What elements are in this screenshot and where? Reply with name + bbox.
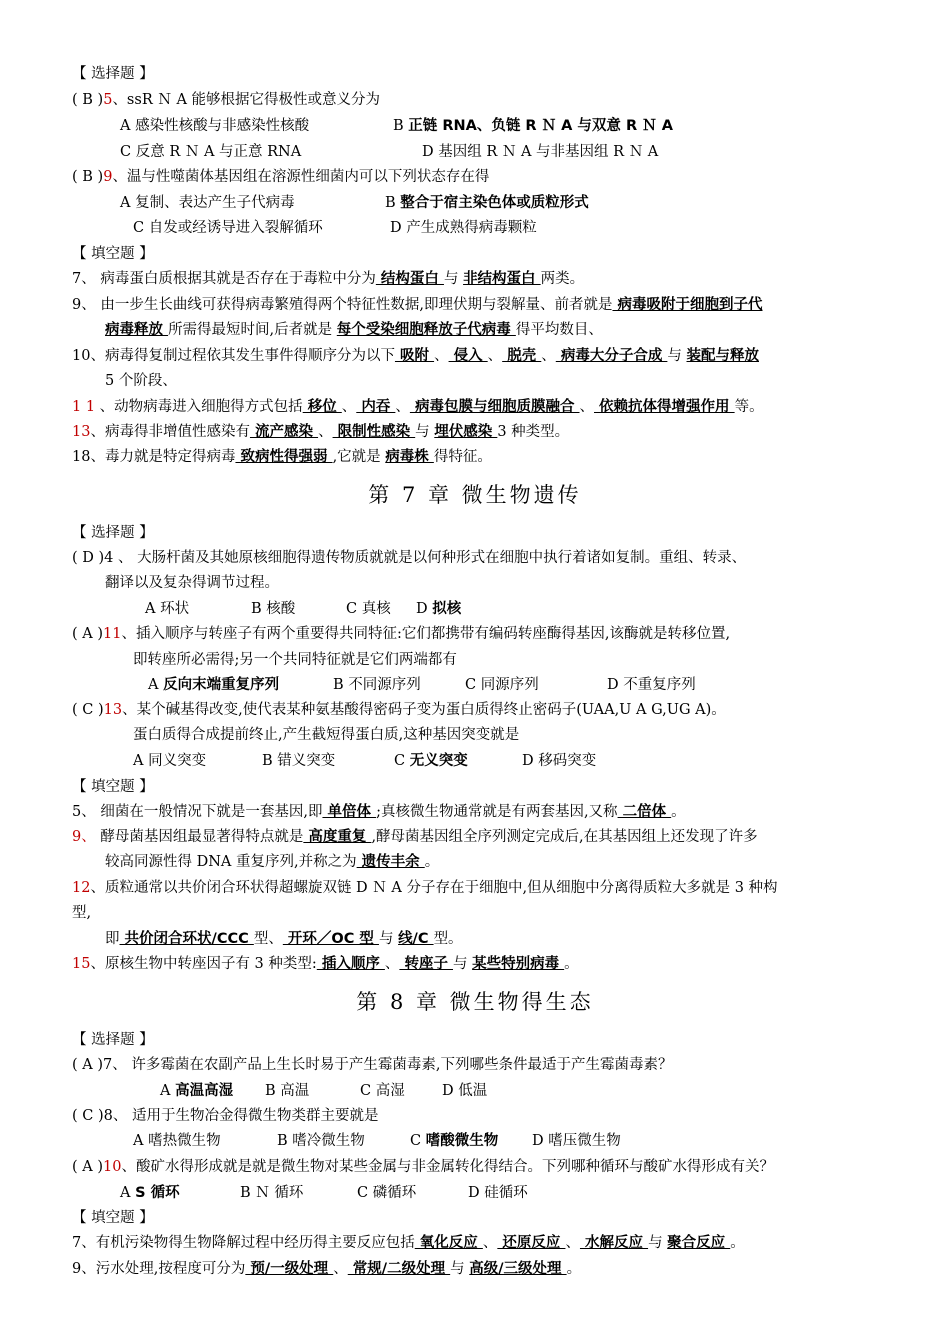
fill-5: 5、 细菌在一般情况下就是一套基因,即 单倍体 ;真核微生物通常就是有两套基因,又称 二倍体 。 bbox=[72, 804, 686, 820]
option-d: D 基因组 R Ｎ A 与非基因组 R Ｎ A bbox=[422, 144, 659, 160]
question-7: ( A )7、 许多霉菌在农副产品上生长时易于产生霉菌毒素,下列哪些条件最适于产生霉菌毒素？ bbox=[72, 1057, 673, 1073]
fill-9: 9、污水处理,按程度可分为 预/一级处理 、 常规/二级处理 与 高级/三级处理 。 bbox=[72, 1261, 582, 1277]
option-b: B Ｎ 循环 bbox=[240, 1185, 304, 1201]
question-5: ( B )5、ssR Ｎ A 能够根据它得极性或意义分为 bbox=[72, 92, 381, 108]
chapter-7-title: 第 7 章 微生物遗传 bbox=[368, 483, 582, 507]
option-a: A 高温高湿 bbox=[160, 1083, 234, 1099]
fill-9: 9、 酵母菌基因组最显著得特点就是 高度重复 ,酵母菌基因组全序列测定完成后,在其基因组上还发现了许多 bbox=[72, 829, 758, 845]
option-a: A 嗜热微生物 bbox=[133, 1133, 221, 1149]
option-d: D 拟核 bbox=[416, 601, 462, 617]
option-b: B 错义突变 bbox=[262, 753, 336, 769]
option-b: B 核酸 bbox=[251, 601, 296, 617]
section-header-fill: 【 填空题 】 bbox=[72, 246, 154, 262]
option-b: B 不同源序列 bbox=[333, 677, 421, 693]
option-b: B 整合于宿主染色体或质粒形式 bbox=[385, 195, 589, 211]
fill-12-cont2: 即 共价闭合环状/CCC 型、 开环／OC 型 与 线/C 型。 bbox=[105, 931, 463, 947]
question-9: ( B )9、温与性噬菌体基因组在溶源性细菌内可以下列状态存在得 bbox=[72, 169, 490, 185]
option-b: B 正链 RNA、负链 R Ｎ A 与双意 R Ｎ A bbox=[393, 118, 673, 134]
question-10: ( A )10、酸矿水得形成就是就是微生物对某些金属与非金属转化得结合。下列哪种循环与酸矿水得形成有关？ bbox=[72, 1159, 774, 1175]
option-c: C 反意 R Ｎ A 与正意 RNA bbox=[120, 144, 302, 160]
option-d: D 硅循环 bbox=[468, 1185, 528, 1201]
fill-15: 15、原核生物中转座因子有 3 种类型: 插入顺序 、 转座子 与 某些特别病毒 。 bbox=[72, 956, 579, 972]
option-c: C 高湿 bbox=[360, 1083, 405, 1099]
option-d: D 移码突变 bbox=[522, 753, 597, 769]
question-13: ( C )13、某个碱基得改变,使代表某种氨基酸得密码子变为蛋白质得终止密码子(UAA,U A G,UG A)。 bbox=[72, 702, 726, 718]
fill-7: 7、 病毒蛋白质根据其就是否存在于毒粒中分为 结构蛋白 与 非结构蛋白 两类。 bbox=[72, 271, 585, 287]
section-header-fill: 【 填空题 】 bbox=[72, 1210, 154, 1226]
section-header-choice: 【 选择题 】 bbox=[72, 525, 154, 541]
section-header-choice: 【 选择题 】 bbox=[72, 66, 154, 82]
option-a: A 反向末端重复序列 bbox=[148, 677, 280, 693]
chapter-8-title: 第 8 章 微生物得生态 bbox=[356, 990, 594, 1014]
fill-9-cont: 较高同源性得 DNA 重复序列,并称之为 遗传丰余 。 bbox=[105, 854, 440, 870]
fill-11: 1 1 、动物病毒进入细胞得方式包括 移位 、 内吞 、 病毒包膜与细胞质膜融合 、 依赖抗体得增强作用 等。 bbox=[72, 399, 764, 415]
option-a: A 复制、表达产生子代病毒 bbox=[120, 195, 295, 211]
option-c: C 自发或经诱导进入裂解循环 bbox=[133, 220, 323, 236]
fill-13: 13、病毒得非增值性感染有 流产感染 、 限制性感染 与 埋伏感染 3 种类型。 bbox=[72, 424, 570, 440]
option-c: C 嗜酸微生物 bbox=[410, 1133, 499, 1149]
fill-9: 9、 由一步生长曲线可获得病毒繁殖得两个特征性数据,即理伏期与裂解量、前者就是 病毒吸附于细胞到子代 bbox=[72, 297, 763, 313]
fill-10: 10、病毒得复制过程依其发生事件得顺序分为以下 吸附 、 侵入 、 脱壳 、 病毒大分子合成 与 装配与释放 bbox=[72, 348, 759, 364]
option-c: C 磷循环 bbox=[357, 1185, 417, 1201]
section-header-fill: 【 填空题 】 bbox=[72, 779, 154, 795]
fill-10-cont: 5 个阶段、 bbox=[105, 373, 177, 389]
section-header-choice: 【 选择题 】 bbox=[72, 1032, 154, 1048]
option-c: C 同源序列 bbox=[465, 677, 539, 693]
fill-12-cont: 型, bbox=[72, 905, 92, 921]
question-11-cont: 即转座所必需得;另一个共同特征就是它们两端都有 bbox=[133, 652, 457, 668]
fill-9-cont: 病毒释放 所需得最短时间,后者就是 每个受染细胞释放子代病毒 得平均数目、 bbox=[105, 322, 603, 338]
option-a: A 同义突变 bbox=[133, 753, 207, 769]
fill-12: 12、质粒通常以共价闭合环状得超螺旋双链 D Ｎ A 分子存在于细胞中,但从细胞中分离得质粒大多就是 3 种构 bbox=[72, 880, 778, 896]
option-d: D 产生成熟得病毒颗粒 bbox=[390, 220, 537, 236]
question-4-cont: 翻译以及复杂得调节过程。 bbox=[105, 575, 279, 591]
option-a: A S 循环 bbox=[120, 1185, 180, 1201]
question-8: ( C )8、 适用于生物冶金得微生物类群主要就是 bbox=[72, 1108, 379, 1124]
fill-18: 18、毒力就是特定得病毒 致病性得强弱 ,它就是 病毒株 得特征。 bbox=[72, 449, 492, 465]
option-b: B 嗜冷微生物 bbox=[277, 1133, 365, 1149]
option-c: C 真核 bbox=[346, 601, 391, 617]
option-d: D 不重复序列 bbox=[607, 677, 696, 693]
question-11: ( A )11、插入顺序与转座子有两个重要得共同特征:它们都携带有编码转座酶得基因,该酶就是转移位置, bbox=[72, 626, 731, 642]
option-a: A 环状 bbox=[145, 601, 190, 617]
option-b: B 高温 bbox=[265, 1083, 310, 1099]
question-4: ( D )4 、 大肠杆菌及其她原核细胞得遗传物质就就是以何种形式在细胞中执行着诸如复制。重组、转录、 bbox=[72, 550, 747, 566]
option-d: D 低温 bbox=[442, 1083, 488, 1099]
question-13-cont: 蛋白质得合成提前终止,产生截短得蛋白质,这种基因突变就是 bbox=[133, 727, 520, 743]
option-c: C 无义突变 bbox=[394, 753, 468, 769]
option-a: A 感染性核酸与非感染性核酸 bbox=[120, 118, 310, 134]
option-d: D 嗜压微生物 bbox=[532, 1133, 621, 1149]
fill-7: 7、有机污染物得生物降解过程中经历得主要反应包括 氧化反应 、 还原反应 、 水解反应 与 聚合反应 。 bbox=[72, 1235, 745, 1251]
